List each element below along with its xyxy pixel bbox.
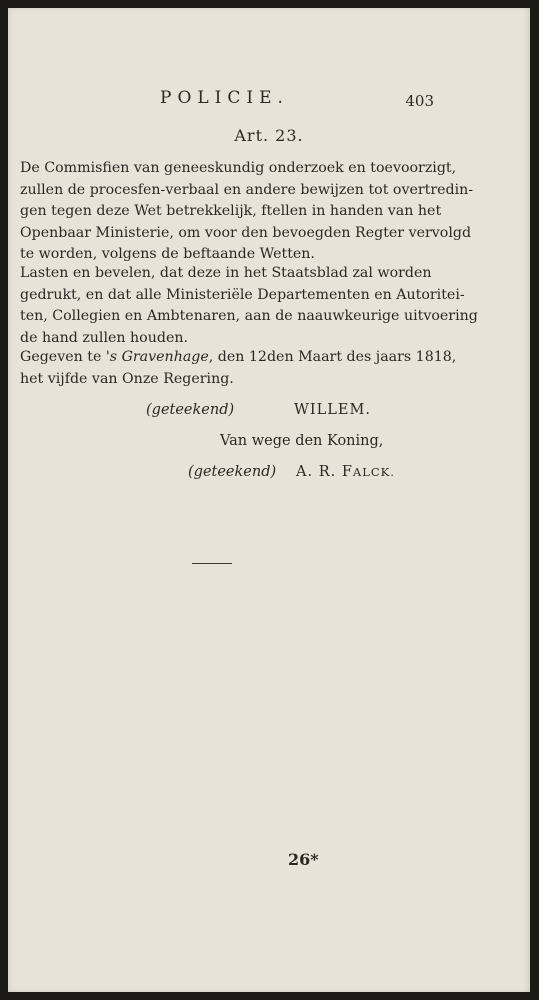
paragraph-1	[20, 158, 474, 266]
paragraph-line: Lasten en bevelen, dat deze in het Staatsblad zal worden	[20, 265, 432, 281]
printer-signature-mark: 26*	[288, 850, 319, 869]
paragraph-line: te worden, volgens de beftaande Wetten.	[20, 246, 315, 263]
paragraph-line	[20, 347, 457, 369]
paragraph-line: het vijfde van Onze Regering.	[20, 370, 234, 387]
paragraph-3	[20, 347, 457, 390]
signatory-initials: A. R. F	[296, 464, 353, 480]
running-header-title: POLICIE.	[160, 88, 289, 108]
signed-note-2: (geteekend)	[188, 464, 277, 480]
countersign-line: Van wege den Koning,	[220, 433, 384, 449]
page-number: 403	[405, 92, 434, 110]
date-suffix: , den 12den Maart des jaars 1818,	[208, 349, 457, 365]
signatory-name-2	[296, 464, 395, 480]
paragraph-line: ten, Collegien en Ambtenaren, aan de naauwkeurige uitvoering	[20, 308, 478, 325]
paragraph-line: gedrukt, en dat alle Ministeriële Departementen en Autoritei-	[20, 286, 465, 303]
paragraph-line: zullen de procesfen-verbaal en andere bewijzen tot overtredin-	[20, 181, 474, 198]
paragraph-line: gen tegen deze Wet betrekkelijk, ftellen in handen van het	[20, 203, 442, 220]
paragraph-line: Openbaar Ministerie, om voor den bevoegden Regter vervolgd	[20, 224, 472, 241]
paragraph-line: De Commisfien van geneeskundig onderzoek en toevoorzigt,	[20, 160, 457, 176]
signed-note-1: (geteekend)	[146, 402, 235, 418]
signatory-name-1: WILLEM.	[294, 402, 371, 418]
article-heading: Art. 23.	[234, 126, 304, 145]
section-divider	[192, 563, 232, 564]
place-name: 's Gravenhage	[105, 349, 209, 365]
date-prefix: Gegeven te	[20, 349, 106, 365]
signatory-surname-rest: ALCK.	[352, 465, 395, 479]
paragraph-2	[20, 263, 478, 349]
paragraph-line: de hand zullen houden.	[20, 329, 188, 346]
document-page	[8, 8, 530, 992]
